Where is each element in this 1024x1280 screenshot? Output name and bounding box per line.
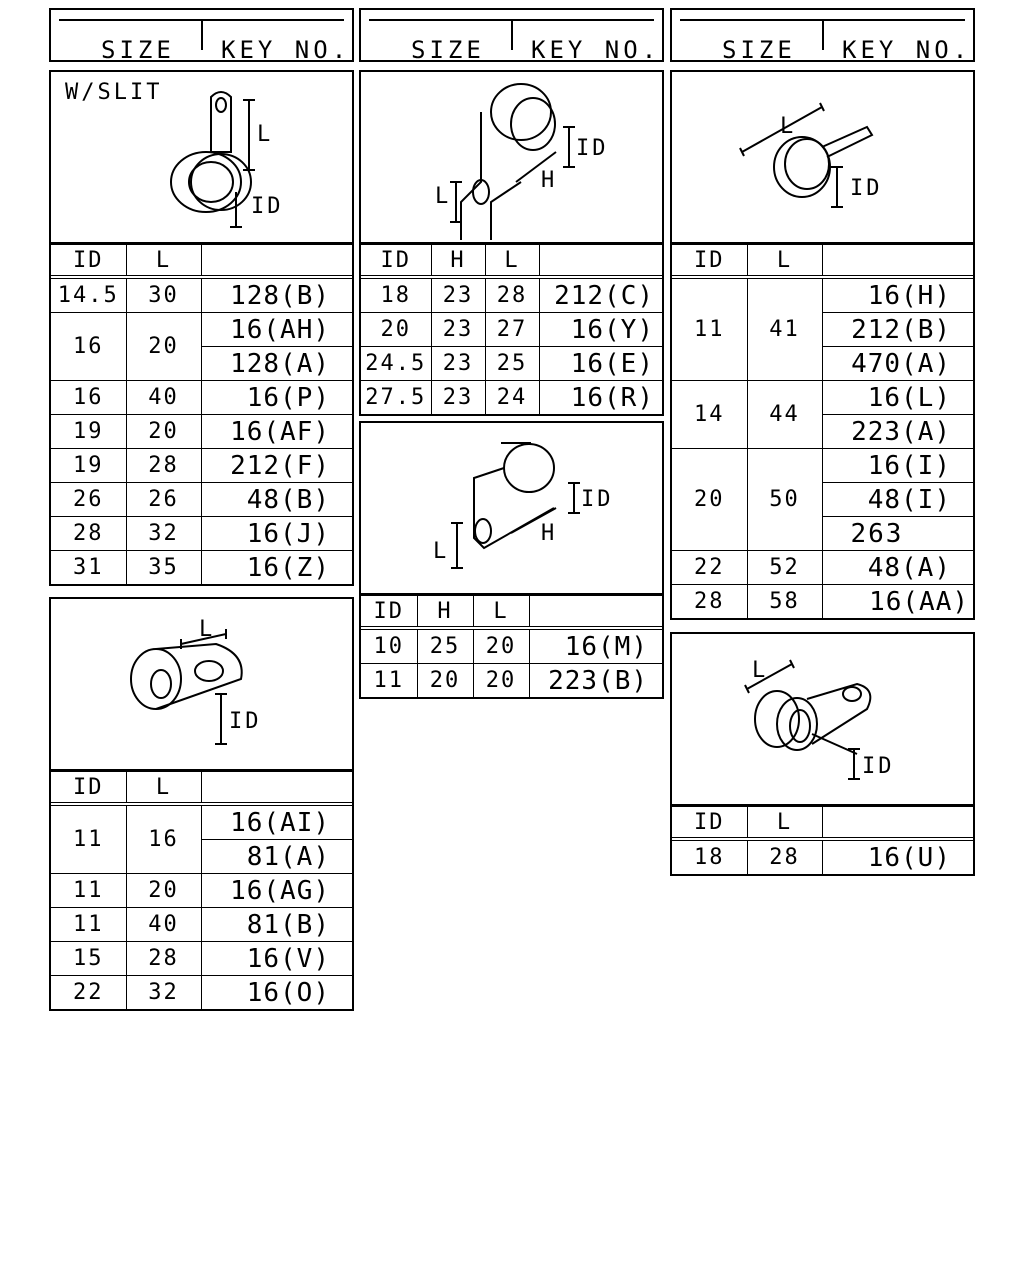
clip-slit-figure: [51, 72, 352, 244]
col-h: H: [431, 245, 485, 278]
cell-id: 20: [361, 313, 431, 347]
clip-bracket-figure: [361, 423, 662, 595]
cell-l: 25: [485, 347, 539, 381]
cell-key: 263: [822, 517, 973, 551]
clip-slit-block: [49, 70, 354, 586]
cell-l: 40: [126, 381, 201, 415]
cell-id: 16: [51, 313, 126, 381]
col-id: ID: [51, 772, 126, 805]
cell-key: 16(I): [822, 449, 973, 483]
col-l: L: [473, 596, 529, 629]
col-id: ID: [672, 245, 747, 278]
col-l: L: [485, 245, 539, 278]
cell-key: 16(L): [822, 381, 973, 415]
cell-id: 22: [672, 551, 747, 585]
cell-id: 26: [51, 483, 126, 517]
dim-id-label: ID: [862, 754, 895, 779]
clip-bracket-drawing: [361, 423, 662, 591]
cell-key: 16(H): [822, 277, 973, 313]
cell-id: 19: [51, 449, 126, 483]
clip-slit-drawing: [51, 72, 352, 240]
wslit-note: W/SLIT: [65, 80, 163, 105]
cell-l: 20: [126, 415, 201, 449]
clip-rubber-drawing: [672, 634, 973, 802]
cell-id: 20: [672, 449, 747, 551]
dim-l-label: L: [752, 658, 769, 683]
cell-key: 128(A): [201, 347, 352, 381]
cell-id: 18: [672, 839, 747, 874]
cell-id: 24.5: [361, 347, 431, 381]
cell-id: 14.5: [51, 277, 126, 313]
dim-l-label: L: [433, 539, 450, 564]
clip-rubber-block: [670, 632, 975, 876]
cell-h: 20: [417, 664, 473, 698]
cell-l: 27: [485, 313, 539, 347]
cell-id: 11: [361, 664, 417, 698]
cell-id: 28: [672, 585, 747, 619]
cell-key: 223(A): [822, 415, 973, 449]
cell-l: 32: [126, 976, 201, 1010]
cell-l: 28: [126, 449, 201, 483]
cell-key: 16(Y): [539, 313, 662, 347]
col-key: [529, 596, 662, 629]
size-key-header-3: [670, 8, 975, 62]
cell-id: 11: [51, 804, 126, 874]
cell-l: 20: [126, 874, 201, 908]
cell-l: 52: [747, 551, 822, 585]
cell-key: 212(F): [201, 449, 352, 483]
cell-key: 81(B): [201, 908, 352, 942]
col-id: ID: [672, 807, 747, 840]
size-label: SIZE: [722, 36, 796, 64]
cell-h: 23: [431, 347, 485, 381]
cell-l: 20: [473, 628, 529, 664]
cell-id: 11: [51, 874, 126, 908]
cell-h: 23: [431, 381, 485, 415]
cell-id: 14: [672, 381, 747, 449]
col-key: [822, 245, 973, 278]
col-id: ID: [51, 245, 126, 278]
cell-key: 128(B): [201, 277, 352, 313]
cell-id: 28: [51, 517, 126, 551]
clip-band-figure: [672, 72, 973, 244]
cell-l: 35: [126, 551, 201, 585]
cell-l: 40: [126, 908, 201, 942]
cell-l: 28: [747, 839, 822, 874]
size-label: SIZE: [411, 36, 485, 64]
clip-rubber-table: [672, 806, 973, 874]
dim-h-label: H: [541, 521, 558, 546]
cell-key: 16(AA): [822, 585, 973, 619]
cell-key: 16(AI): [201, 804, 352, 840]
cell-key: 223(B): [529, 664, 662, 698]
col-key: [539, 245, 662, 278]
cell-id: 16: [51, 381, 126, 415]
cell-l: 20: [126, 313, 201, 381]
clip-slit-bracket-figure: [361, 72, 662, 244]
cell-key: 16(R): [539, 381, 662, 415]
cell-key: 212(B): [822, 313, 973, 347]
cell-key: 16(M): [529, 628, 662, 664]
cell-l: 30: [126, 277, 201, 313]
cell-id: 27.5: [361, 381, 431, 415]
dim-h-label: H: [541, 168, 558, 193]
clip-band-drawing: [672, 72, 973, 240]
cell-key: 16(AG): [201, 874, 352, 908]
dim-l-label: L: [257, 122, 274, 147]
clip-bracket-block: [359, 421, 664, 699]
cell-id: 31: [51, 551, 126, 585]
clip-band-block: [670, 70, 975, 620]
col-key: [201, 772, 352, 805]
cell-l: 28: [126, 942, 201, 976]
cell-l: 28: [485, 277, 539, 313]
size-label: SIZE: [101, 36, 175, 64]
dim-l-label: L: [199, 617, 216, 642]
dim-id-label: ID: [581, 487, 614, 512]
key-no-label: KEY NO.: [221, 36, 351, 64]
cell-h: 23: [431, 313, 485, 347]
cell-id: 18: [361, 277, 431, 313]
cell-key: 16(AF): [201, 415, 352, 449]
cell-l: 58: [747, 585, 822, 619]
clip-slit-bracket-table: [361, 244, 662, 414]
clip-flat-figure: [51, 599, 352, 771]
cell-l: 16: [126, 804, 201, 874]
clip-slit-bracket-block: [359, 70, 664, 416]
col-key: [822, 807, 973, 840]
dim-id-label: ID: [251, 194, 284, 219]
cell-l: 41: [747, 277, 822, 381]
col-key: [201, 245, 352, 278]
cell-key: 16(U): [822, 839, 973, 874]
cell-h: 23: [431, 277, 485, 313]
cell-key: 16(AH): [201, 313, 352, 347]
cell-key: 212(C): [539, 277, 662, 313]
key-no-label: KEY NO.: [842, 36, 972, 64]
cell-l: 32: [126, 517, 201, 551]
col-l: L: [747, 807, 822, 840]
col-l: L: [126, 772, 201, 805]
cell-key: 81(A): [201, 840, 352, 874]
col-l: L: [747, 245, 822, 278]
clip-slit-bracket-drawing: [361, 72, 662, 240]
clip-flat-block: [49, 597, 354, 1011]
cell-l: 44: [747, 381, 822, 449]
cell-key: 16(J): [201, 517, 352, 551]
cell-l: 24: [485, 381, 539, 415]
cell-l: 50: [747, 449, 822, 551]
cell-key: 48(B): [201, 483, 352, 517]
col-h: H: [417, 596, 473, 629]
cell-id: 19: [51, 415, 126, 449]
col-id: ID: [361, 596, 417, 629]
clip-flat-table: [51, 771, 352, 1009]
clip-band-table: [672, 244, 973, 618]
cell-id: 10: [361, 628, 417, 664]
col-l: L: [126, 245, 201, 278]
cell-key: 16(P): [201, 381, 352, 415]
clip-rubber-figure: [672, 634, 973, 806]
cell-key: 48(A): [822, 551, 973, 585]
col-id: ID: [361, 245, 431, 278]
clip-bracket-table: [361, 595, 662, 697]
cell-key: 48(I): [822, 483, 973, 517]
size-key-header-2: [359, 8, 664, 62]
size-key-header-1: [49, 8, 354, 62]
dim-id-label: ID: [850, 176, 883, 201]
cell-id: 11: [672, 277, 747, 381]
clip-slit-table: [51, 244, 352, 584]
cell-key: 16(E): [539, 347, 662, 381]
cell-key: 16(Z): [201, 551, 352, 585]
cell-h: 25: [417, 628, 473, 664]
dim-l-label: L: [435, 184, 452, 209]
key-no-label: KEY NO.: [531, 36, 661, 64]
cell-key: 16(V): [201, 942, 352, 976]
cell-id: 22: [51, 976, 126, 1010]
cell-id: 15: [51, 942, 126, 976]
cell-id: 11: [51, 908, 126, 942]
cell-l: 20: [473, 664, 529, 698]
dim-id-label: ID: [229, 709, 262, 734]
cell-key: 16(O): [201, 976, 352, 1010]
dim-id-label: ID: [576, 136, 609, 161]
dim-l-label: L: [780, 114, 797, 139]
cell-l: 26: [126, 483, 201, 517]
cell-key: 470(A): [822, 347, 973, 381]
